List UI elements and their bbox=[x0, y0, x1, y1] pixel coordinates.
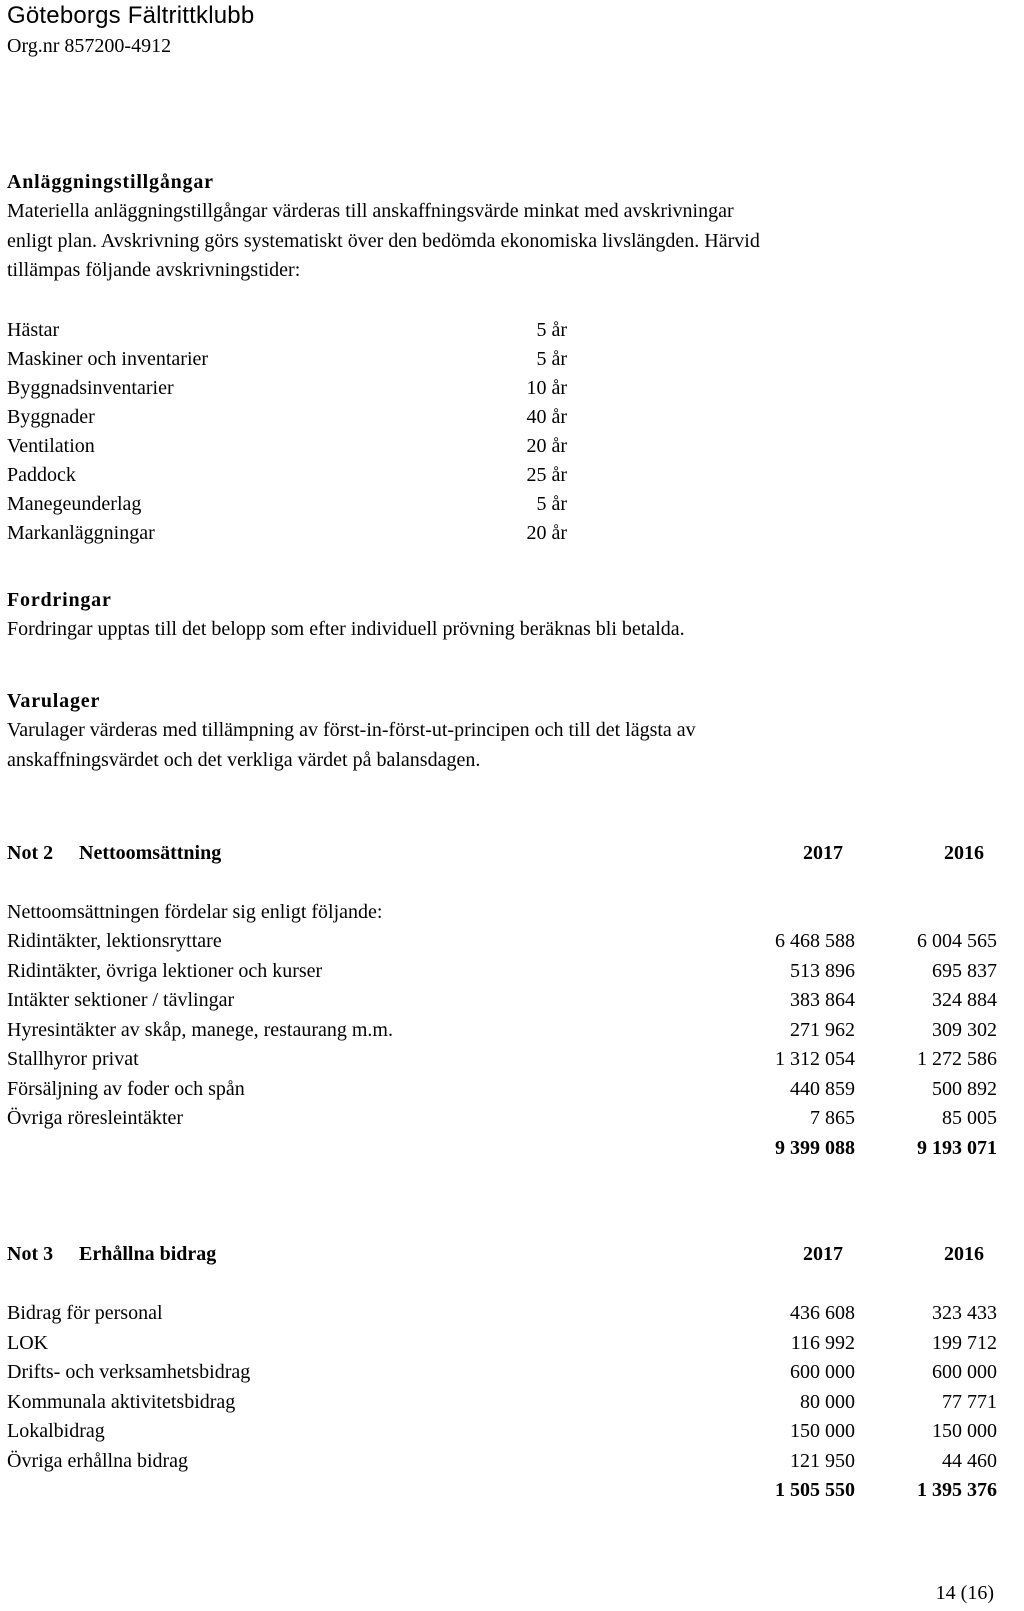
depreciation-row bbox=[7, 374, 567, 403]
value-2016: 85 005 bbox=[942, 1107, 997, 1129]
depreciation-label: Paddock bbox=[7, 464, 76, 486]
value-2016: 695 837 bbox=[932, 959, 997, 982]
value-2017: 271 962 bbox=[789, 1018, 855, 1041]
table-row bbox=[7, 927, 997, 957]
value-2016: 500 892 bbox=[932, 1077, 997, 1100]
depreciation-label: Hästar bbox=[7, 319, 60, 341]
row-label: Övriga röresleintäkter bbox=[7, 1107, 184, 1129]
row-label: Stallhyror privat bbox=[7, 1048, 139, 1070]
row-label: Drifts- och verksamhetsbidrag bbox=[7, 1361, 251, 1383]
receivables-section bbox=[7, 585, 997, 645]
depreciation-label: Ventilation bbox=[7, 435, 95, 457]
table-row bbox=[7, 1358, 997, 1388]
depreciation-label: Maskiner och inventarier bbox=[7, 348, 209, 370]
value-2017: 150 000 bbox=[789, 1420, 855, 1442]
value-2017: 600 000 bbox=[789, 1361, 855, 1383]
note2-col-2016: 2016 bbox=[944, 842, 984, 864]
note2-col-2017: 2017 bbox=[803, 842, 843, 864]
value-2016: 199 712 bbox=[932, 1331, 997, 1354]
value-2016: 323 433 bbox=[932, 1302, 997, 1324]
depreciation-label: Markanläggningar bbox=[7, 522, 155, 544]
value-2016: 44 460 bbox=[942, 1449, 997, 1472]
table-row bbox=[7, 986, 997, 1016]
value-2017: 440 859 bbox=[789, 1077, 855, 1100]
depreciation-years: 10 år bbox=[526, 377, 567, 399]
note3-col-2016: 2016 bbox=[944, 1243, 984, 1265]
depreciation-table bbox=[7, 316, 567, 548]
depreciation-years: 25 år bbox=[526, 464, 567, 486]
value-2016: 600 000 bbox=[932, 1361, 997, 1383]
depreciation-years: 5 år bbox=[536, 493, 567, 515]
total-2017: 1 505 550 bbox=[774, 1479, 855, 1501]
note3-table bbox=[7, 1299, 997, 1506]
value-2017: 116 992 bbox=[790, 1331, 855, 1354]
row-label: Bidrag för personal bbox=[7, 1302, 163, 1324]
total-2016: 9 193 071 bbox=[917, 1136, 997, 1159]
row-label: Intäkter sektioner / tävlingar bbox=[7, 989, 235, 1011]
depreciation-row bbox=[7, 432, 567, 461]
total-spacer bbox=[7, 1134, 733, 1164]
table-row bbox=[7, 1045, 997, 1075]
table-row bbox=[7, 1417, 997, 1447]
row-label: Kommunala aktivitetsbidrag bbox=[7, 1390, 236, 1413]
table-row bbox=[7, 1447, 997, 1477]
depreciation-years: 20 år bbox=[526, 435, 567, 457]
note2-number: Not 2 bbox=[7, 842, 54, 864]
total-row bbox=[7, 1134, 997, 1164]
row-label: Övriga erhållna bidrag bbox=[7, 1449, 189, 1472]
depreciation-years: 40 år bbox=[526, 406, 567, 428]
value-2017: 1 312 054 bbox=[774, 1048, 855, 1070]
depreciation-years: 5 år bbox=[536, 348, 567, 370]
page-number: 14 (16) bbox=[935, 1582, 994, 1604]
inventory-section bbox=[7, 686, 997, 775]
value-2016: 309 302 bbox=[932, 1018, 997, 1041]
receivables-text: Fordringar upptas till det belopp som efter individuell prövning beräknas bli betalda. bbox=[7, 618, 685, 640]
value-2017: 121 950 bbox=[789, 1449, 855, 1472]
value-2016: 6 004 565 bbox=[917, 930, 997, 952]
table-row bbox=[7, 1075, 997, 1105]
row-label: Försäljning av foder och spån bbox=[7, 1077, 245, 1100]
fixed-assets-title: Anläggningstillgångar bbox=[7, 171, 214, 193]
value-2017: 6 468 588 bbox=[774, 930, 855, 952]
note3-heading bbox=[7, 1239, 997, 1269]
table-row bbox=[7, 1329, 997, 1359]
depreciation-row bbox=[7, 490, 567, 519]
inventory-title: Varulager bbox=[7, 690, 101, 712]
total-spacer bbox=[7, 1476, 733, 1506]
note3-title: Erhållna bidrag bbox=[79, 1243, 217, 1265]
depreciation-row bbox=[7, 403, 567, 432]
value-2017: 7 865 bbox=[809, 1107, 855, 1129]
total-2016: 1 395 376 bbox=[917, 1479, 997, 1501]
depreciation-row bbox=[7, 461, 567, 490]
note2-title: Nettoomsättning bbox=[79, 842, 222, 864]
depreciation-years: 20 år bbox=[526, 522, 567, 544]
note2-table bbox=[7, 927, 997, 1163]
depreciation-row bbox=[7, 316, 567, 345]
depreciation-years: 5 år bbox=[536, 319, 567, 341]
note2-intro: Nettoomsättningen fördelar sig enligt följande: bbox=[7, 901, 383, 923]
table-row bbox=[7, 957, 997, 987]
row-label: Lokalbidrag bbox=[7, 1420, 105, 1442]
table-row bbox=[7, 1388, 997, 1418]
value-2016: 1 272 586 bbox=[917, 1048, 997, 1070]
table-row bbox=[7, 1299, 997, 1329]
row-label: LOK bbox=[7, 1331, 49, 1354]
note2-heading bbox=[7, 838, 997, 868]
receivables-title: Fordringar bbox=[7, 589, 112, 611]
value-2017: 436 608 bbox=[789, 1302, 855, 1324]
note3-col-2017: 2017 bbox=[803, 1243, 843, 1265]
depreciation-label: Manegeunderlag bbox=[7, 493, 142, 515]
table-row bbox=[7, 1016, 997, 1046]
row-label: Ridintäkter, övriga lektioner och kurser bbox=[7, 959, 323, 982]
fixed-assets-text: Materiella anläggningstillgångar värderas till anskaffningsvärde minkat med avskrivningar enligt plan. Avskrivning görs systematiskt över den bedömda ekonomiska livslängden. Härvid tillämpas följande avskrivningstider: bbox=[7, 200, 760, 281]
value-2017: 80 000 bbox=[799, 1390, 855, 1413]
value-2017: 513 896 bbox=[789, 959, 855, 982]
value-2016: 324 884 bbox=[932, 989, 997, 1011]
note3-number: Not 3 bbox=[7, 1243, 54, 1265]
depreciation-label: Byggnadsinventarier bbox=[7, 377, 174, 399]
total-2017: 9 399 088 bbox=[774, 1136, 855, 1159]
depreciation-row bbox=[7, 345, 567, 374]
total-row bbox=[7, 1476, 997, 1506]
inventory-text: Varulager värderas med tillämpning av först-in-först-ut-principen och till det lägsta av anskaffningsvärdet och det verkliga värdet på balansdagen. bbox=[7, 719, 696, 771]
row-label: Hyresintäkter av skåp, manege, restaurang m.m. bbox=[7, 1018, 393, 1041]
depreciation-label: Byggnader bbox=[7, 406, 95, 428]
row-label: Ridintäkter, lektionsryttare bbox=[7, 930, 222, 952]
value-2016: 77 771 bbox=[942, 1390, 997, 1413]
organization-number: Org.nr 857200-4912 bbox=[7, 35, 172, 57]
depreciation-row bbox=[7, 519, 567, 548]
organization-name: Göteborgs Fältrittklubb bbox=[7, 2, 255, 29]
value-2017: 383 864 bbox=[789, 989, 855, 1011]
fixed-assets-section bbox=[7, 167, 997, 286]
value-2016: 150 000 bbox=[932, 1420, 997, 1442]
table-row bbox=[7, 1104, 997, 1134]
